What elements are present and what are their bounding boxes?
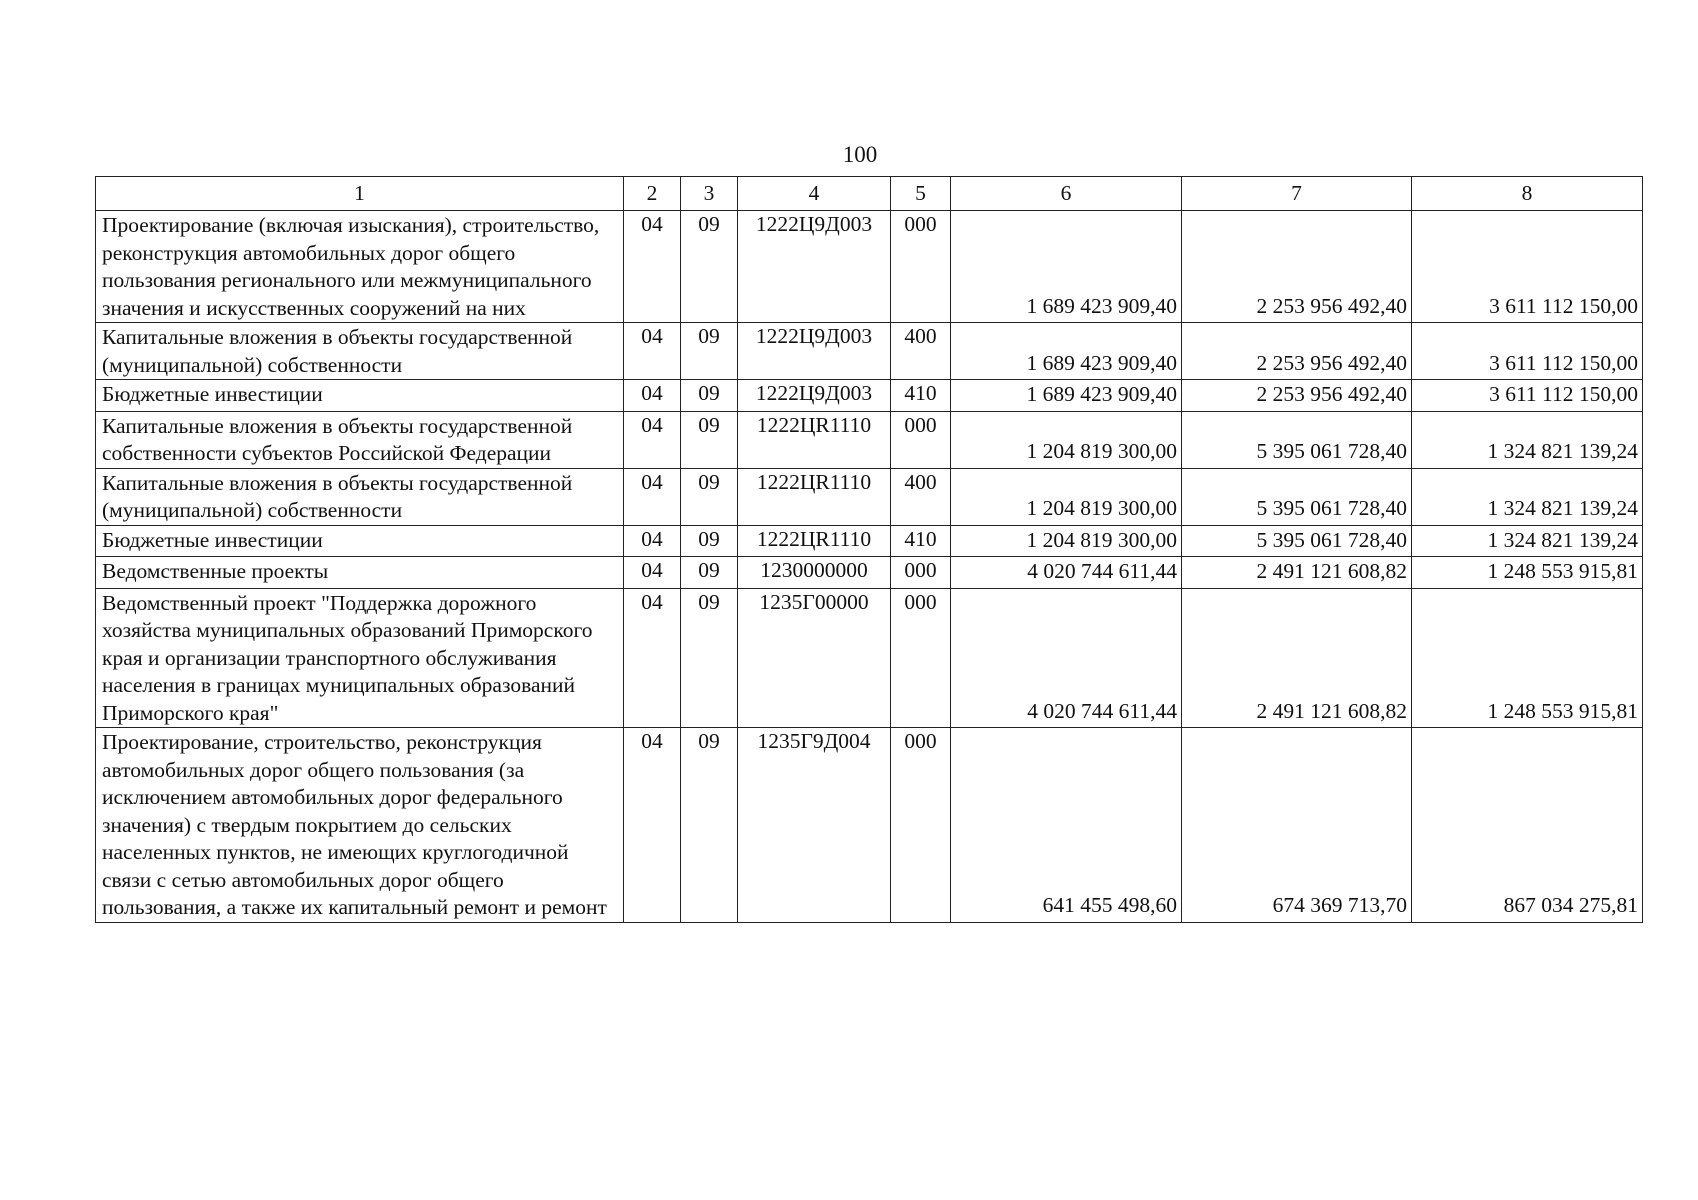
item-name: Проектирование (включая изыскания), строительство, реконструкция автомобильных дорог общего пользования регионального или межмуниципального значения и искусственных сооружений на них [96,211,624,323]
column-header: 2 [624,177,681,211]
amount-col8: 3 611 112 150,00 [1412,323,1643,380]
amount-col7: 2 253 956 492,40 [1182,380,1412,412]
target-code: 1235Г9Д004 [738,728,891,923]
subsection-code: 09 [681,380,738,412]
item-name: Капитальные вложения в объекты государственной (муниципальной) собственности [96,468,624,525]
table-row [96,557,1643,589]
amount-col6: 1 204 819 300,00 [951,468,1182,525]
table-row [96,323,1643,380]
item-name: Бюджетные инвестиции [96,380,624,412]
amount-col7: 2 253 956 492,40 [1182,323,1412,380]
target-code: 1222Ц9Д003 [738,380,891,412]
item-name: Капитальные вложения в объекты государственной собственности субъектов Российской Федерации [96,411,624,468]
type-code: 000 [891,557,951,589]
table-row [96,588,1643,728]
type-code: 410 [891,380,951,412]
amount-col8: 1 248 553 915,81 [1412,588,1643,728]
type-code: 000 [891,411,951,468]
amount-col6: 4 020 744 611,44 [951,588,1182,728]
amount-col8: 1 248 553 915,81 [1412,557,1643,589]
amount-col7: 674 369 713,70 [1182,728,1412,923]
section-code: 04 [624,211,681,323]
type-code: 400 [891,468,951,525]
column-header: 7 [1182,177,1412,211]
item-name: Бюджетные инвестиции [96,525,624,557]
subsection-code: 09 [681,411,738,468]
table-row [96,525,1643,557]
amount-col8: 1 324 821 139,24 [1412,468,1643,525]
column-header: 5 [891,177,951,211]
item-name: Ведомственный проект "Поддержка дорожного хозяйства муниципальных образований Приморского края и организации транспортного обслуживания населения в границах муниципальных образований Приморского края" [96,588,624,728]
section-code: 04 [624,323,681,380]
column-header: 3 [681,177,738,211]
subsection-code: 09 [681,557,738,589]
table-row [96,468,1643,525]
amount-col8: 1 324 821 139,24 [1412,525,1643,557]
subsection-code: 09 [681,468,738,525]
target-code: 1222Ц9Д003 [738,211,891,323]
section-code: 04 [624,525,681,557]
type-code: 410 [891,525,951,557]
table-row [96,211,1643,323]
section-code: 04 [624,468,681,525]
section-code: 04 [624,588,681,728]
amount-col6: 1 689 423 909,40 [951,380,1182,412]
section-code: 04 [624,728,681,923]
subsection-code: 09 [681,211,738,323]
item-name: Ведомственные проекты [96,557,624,589]
column-header: 4 [738,177,891,211]
table-row [96,728,1643,923]
target-code: 1230000000 [738,557,891,589]
amount-col8: 3 611 112 150,00 [1412,211,1643,323]
type-code: 000 [891,588,951,728]
column-header: 6 [951,177,1182,211]
amount-col6: 1 689 423 909,40 [951,323,1182,380]
target-code: 1235Г00000 [738,588,891,728]
item-name: Проектирование, строительство, реконструкция автомобильных дорог общего пользования (за исключением автомобильных дорог федерального значения) с твердым покрытием до сельских населенных пунктов, не имеющих круглогодичной связи с сетью автомобильных дорог общего пользования, а также их капитальный ремонт и ремонт [96,728,624,923]
subsection-code: 09 [681,728,738,923]
header-row [96,177,1643,211]
amount-col7: 5 395 061 728,40 [1182,411,1412,468]
table-row [96,411,1643,468]
section-code: 04 [624,411,681,468]
amount-col8: 1 324 821 139,24 [1412,411,1643,468]
subsection-code: 09 [681,525,738,557]
section-code: 04 [624,557,681,589]
page-number: 100 [842,142,878,167]
target-code: 1222ЦR1110 [738,525,891,557]
amount-col8: 3 611 112 150,00 [1412,380,1643,412]
amount-col7: 2 491 121 608,82 [1182,557,1412,589]
amount-col7: 5 395 061 728,40 [1182,525,1412,557]
amount-col6: 4 020 744 611,44 [951,557,1182,589]
subsection-code: 09 [681,588,738,728]
subsection-code: 09 [681,323,738,380]
amount-col7: 5 395 061 728,40 [1182,468,1412,525]
budget-table [95,176,1643,923]
amount-col6: 1 689 423 909,40 [951,211,1182,323]
amount-col6: 1 204 819 300,00 [951,411,1182,468]
amount-col7: 2 253 956 492,40 [1182,211,1412,323]
target-code: 1222Ц9Д003 [738,323,891,380]
type-code: 000 [891,728,951,923]
column-header: 8 [1412,177,1643,211]
amount-col7: 2 491 121 608,82 [1182,588,1412,728]
amount-col8: 867 034 275,81 [1412,728,1643,923]
type-code: 400 [891,323,951,380]
type-code: 000 [891,211,951,323]
column-header: 1 [96,177,624,211]
amount-col6: 1 204 819 300,00 [951,525,1182,557]
target-code: 1222ЦR1110 [738,411,891,468]
item-name: Капитальные вложения в объекты государственной (муниципальной) собственности [96,323,624,380]
amount-col6: 641 455 498,60 [951,728,1182,923]
section-code: 04 [624,380,681,412]
table-row [96,380,1643,412]
target-code: 1222ЦR1110 [738,468,891,525]
